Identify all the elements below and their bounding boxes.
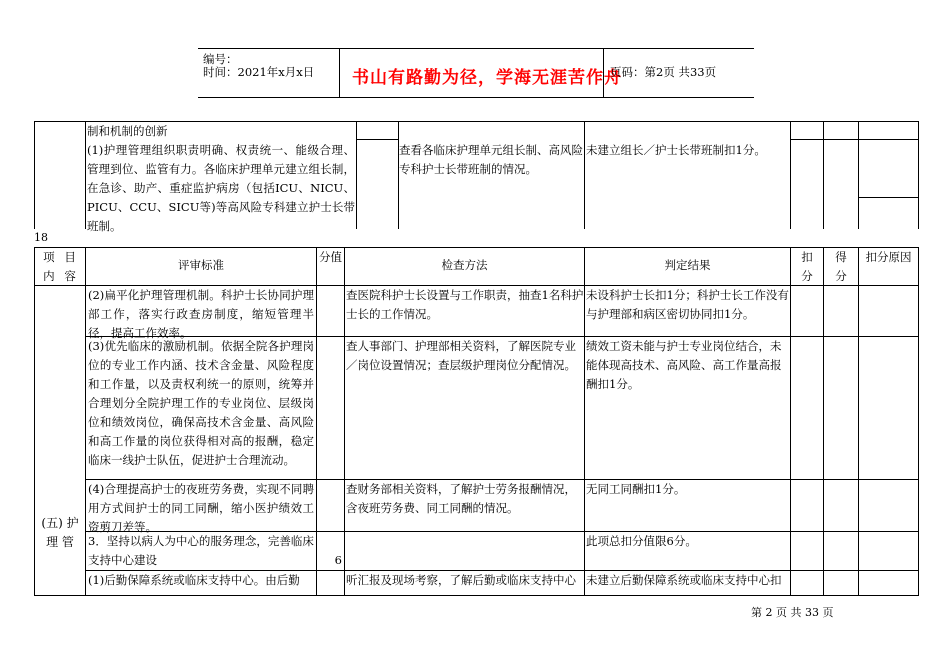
col-header-standard: 评审标准 <box>178 258 224 272</box>
row-score <box>317 571 344 593</box>
top-row1-text: 制和机制的创新 <box>87 124 168 138</box>
row-result: 无同工同酬扣1分。 <box>586 482 686 496</box>
row-result: 绩效工资未能与护士专业岗位结合，未能体现高技术、高风险、高工作量高报酬扣1分。 <box>586 339 782 391</box>
col-header-score: 分值 <box>319 250 342 264</box>
time-label: 时间：2021年x月x日 <box>203 65 315 79</box>
top-result-text: 未建立组长／护士长带班制扣1分。 <box>586 143 766 157</box>
page-label: 页码：第2页 共33页 <box>610 65 717 79</box>
header-divider-1 <box>339 48 340 98</box>
top-method-text: 查看各临床护理单元组长制、高风险专科护士长带班制的情况。 <box>399 143 583 176</box>
header-bottom-border <box>198 97 754 98</box>
header-top-border <box>198 48 754 49</box>
col-header-deduct: 扣分 <box>801 250 813 283</box>
row-standard: (2)扁平化护理管理机制。科护士长协同护理部工作，落实行政查房制度，缩短管理半径，提高工作效率。 <box>88 288 314 340</box>
col-header-method: 检查方法 <box>441 258 488 272</box>
row-score: 6 <box>334 553 342 567</box>
row-result: 未建立后勤保障系统或临床支持中心扣 <box>586 573 782 587</box>
row-standard: (1)后勤保障系统或临床支持中心。由后勤 <box>88 573 300 587</box>
top-standard-text: (1)护理管理组织职责明确、权责统一、能级合理、管理到位、监管有力。各临床护理单元建立组长制，在急诊、助产、重症监护病房（包括ICU、NICU、PICU、CCU、SICU等)等高风险专科建立护士长带班制。 <box>87 143 355 233</box>
footer-page-number: 第 2 页 共 33 页 <box>751 606 834 619</box>
motto: 书山有路勤为径，学海无涯苦作舟 <box>352 68 622 88</box>
row-method: 听汇报及现场考察，了解后勤或临床支持中心 <box>346 573 576 587</box>
left-page-number: 18 <box>34 231 48 244</box>
row-result: 未设科护士长扣1分；科护士长工作没有与护理部和病区密切协同扣1分。 <box>586 288 789 321</box>
section-label: (五) 护 理 管 <box>41 516 79 549</box>
row-result: 此项总扣分值限6分。 <box>586 534 697 548</box>
row-standard: 3．坚持以病人为中心的服务理念，完善临床支持中心建设 <box>88 534 314 567</box>
number-label: 编号： <box>203 52 238 66</box>
col-header-get: 得分 <box>835 250 847 283</box>
row-method: 查人事部门、护理部相关资料，了解医院专业／岗位设置情况；查层级护理岗位分配情况。 <box>346 339 576 372</box>
col-header-item: 项 目 内 容 <box>43 250 79 283</box>
row-standard: (4)合理提高护士的夜班劳务费，实现不同聘用方式间护士的同工同酬，缩小医护绩效工资剪刀差等。 <box>88 482 314 534</box>
row-standard: (3)优先临床的激励机制。依据全院各护理岗位的专业工作内涵、技术含金量、风险程度和工作量，以及责权利统一的原则，统筹并合理划分全院护理工作的专业岗位、层级岗位和绩效岗位，确保高技术含金量、高风险和高工作量的岗位获得相对高的报酬，稳定临床一线护士队伍，促进护士合理流动。 <box>88 339 314 467</box>
row-method: 查财务部相关资料，了解护士劳务报酬情况，含夜班劳务费、同工同酬的情况。 <box>346 482 576 515</box>
col-header-reason: 扣分原因 <box>865 250 912 264</box>
col-header-result: 判定结果 <box>664 258 711 272</box>
row-method: 查医院科护士长设置与工作职责，抽查1名科护士长的工作情况。 <box>346 288 584 321</box>
